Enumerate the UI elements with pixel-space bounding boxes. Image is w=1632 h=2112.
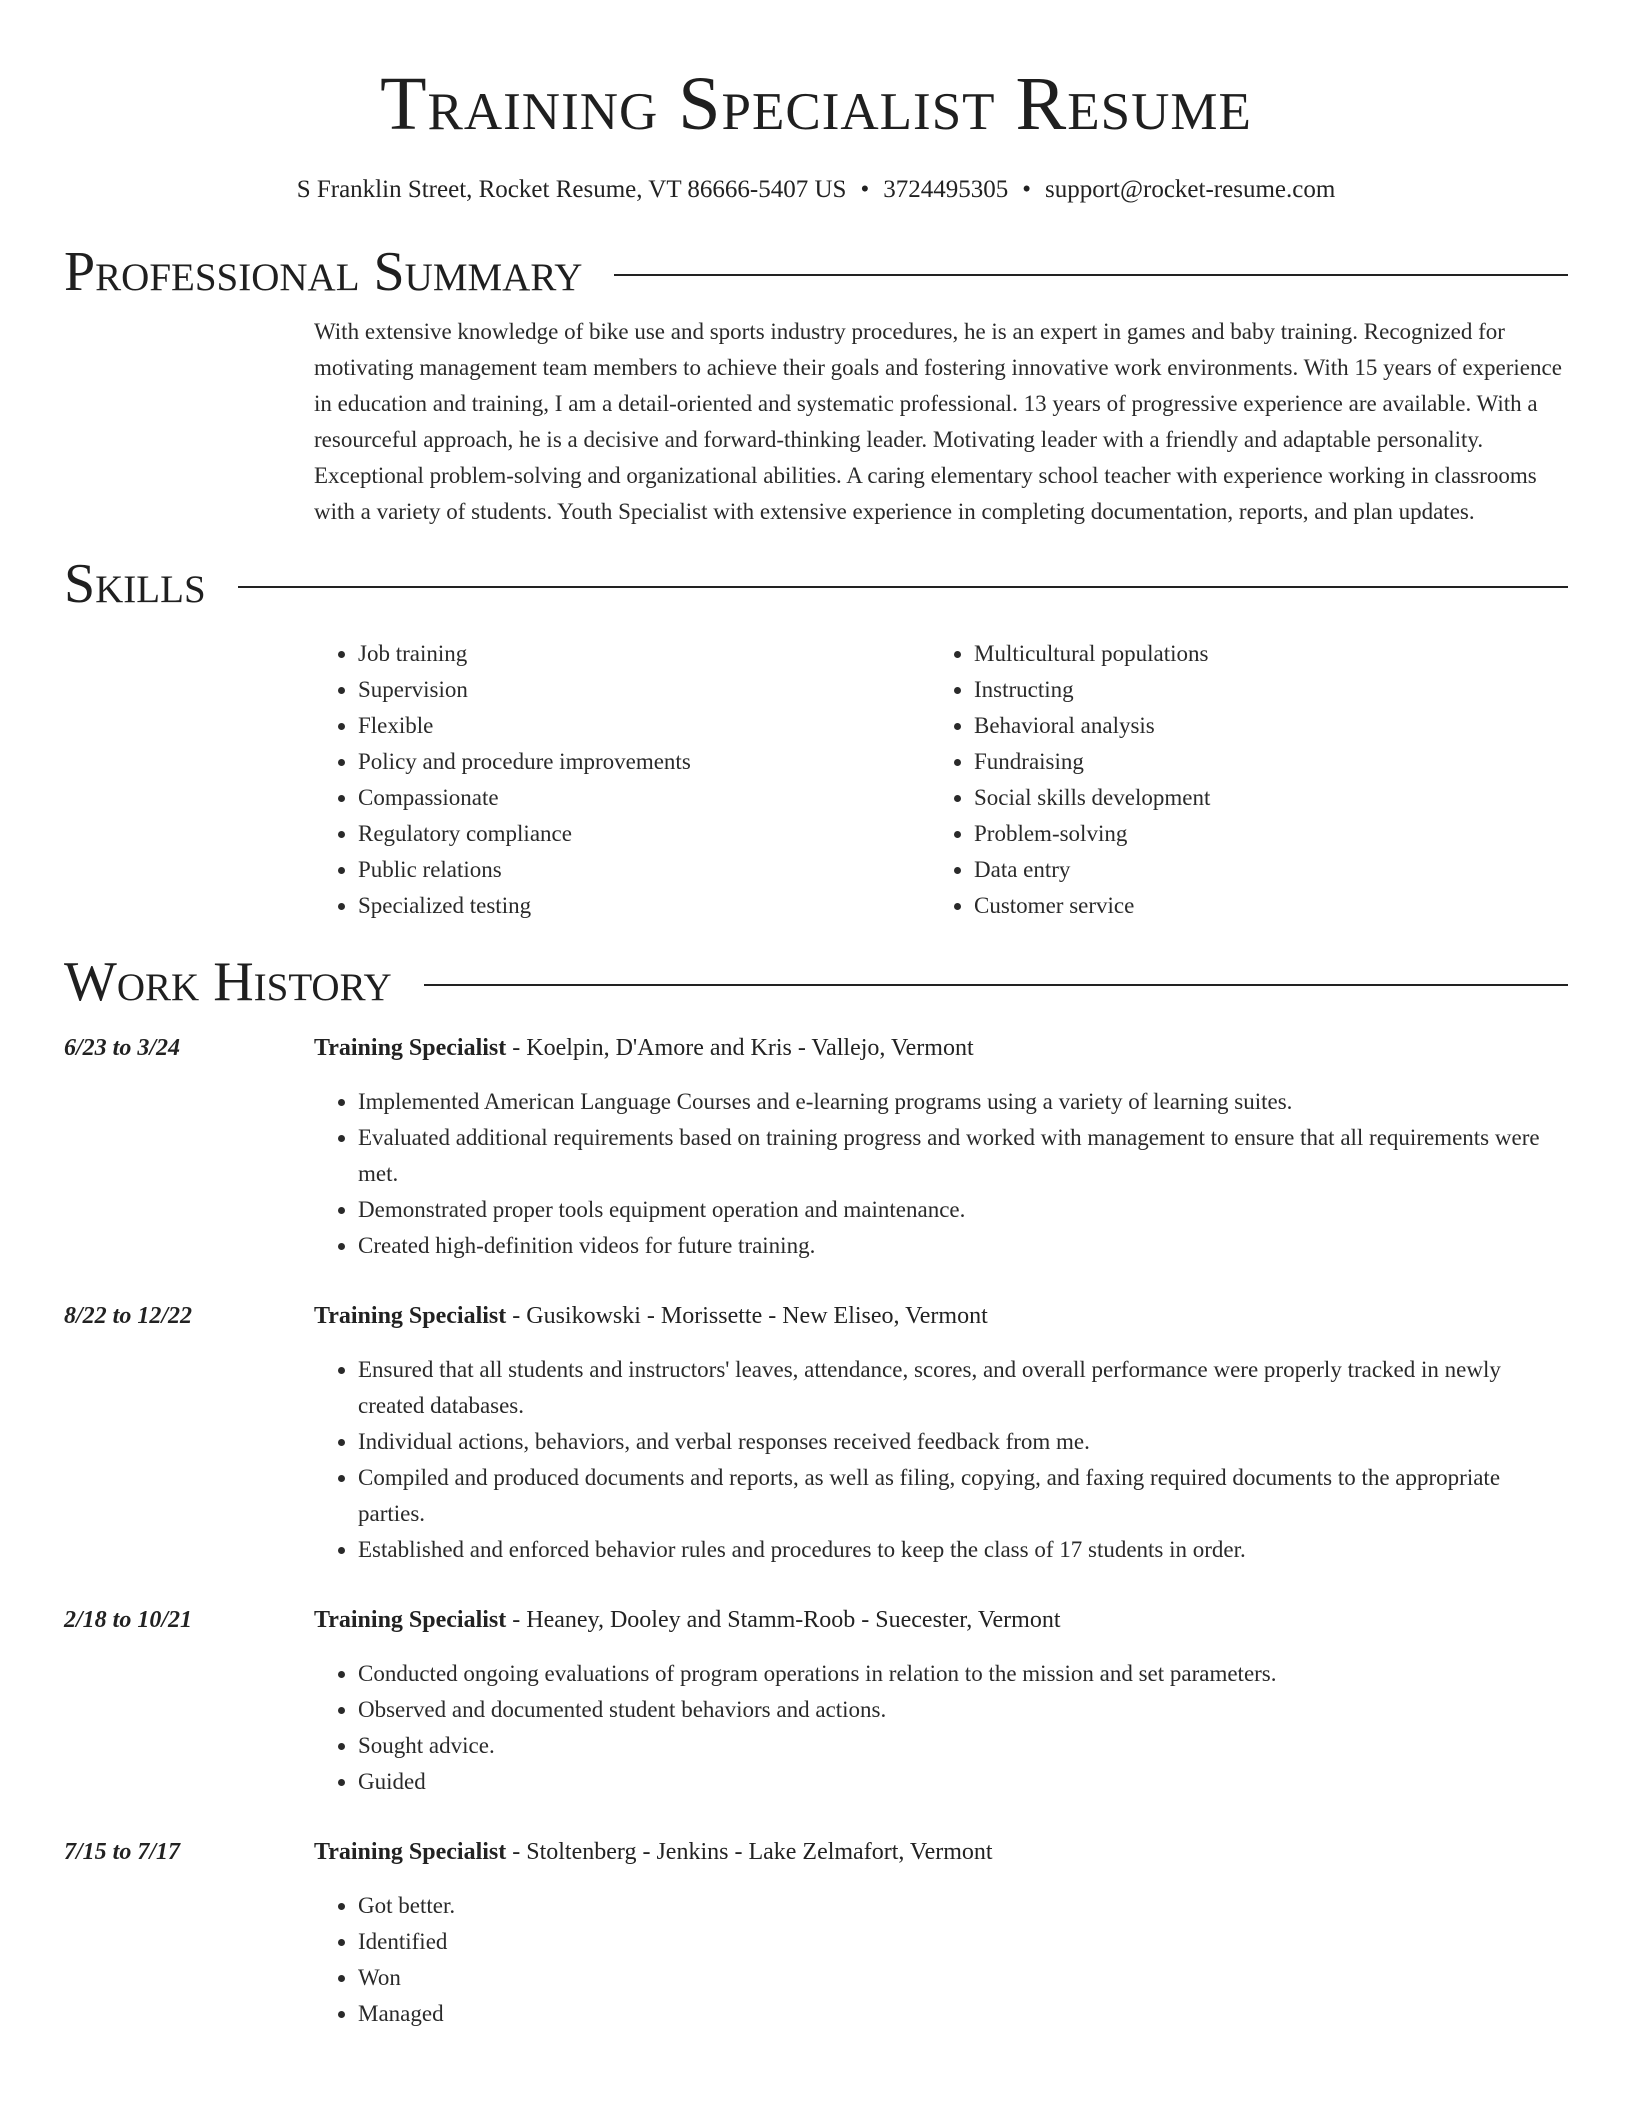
job-body [314,1030,1568,1264]
job-entry [64,1030,1568,1264]
job-bullet: • Created high-definition videos for future training. [358,1228,1568,1264]
job-bullet: • Demonstrated proper tools equipment operation and maintenance. [358,1192,1568,1228]
skill-item: • Social skills development [974,780,1546,816]
skill-item: • Problem-solving [974,816,1546,852]
skill-item: • Compassionate [358,780,930,816]
job-bullet: • Got better. [358,1888,1568,1924]
summary-heading: Professional Summary [64,241,583,303]
skill-item: • Fundraising [974,744,1546,780]
skill-item: • Flexible [358,708,930,744]
job-title: Training Specialist [314,1607,507,1633]
skill-item: • Data entry [974,852,1546,888]
skill-item: • Supervision [358,672,930,708]
job-entry [64,1298,1568,1568]
job-bullets [314,1352,1568,1568]
job-bullet: • Evaluated additional requirements based on training progress and worked with management to ensure that all requirements were met. [358,1120,1568,1192]
skills-column-left [314,636,930,924]
skill-item: • Policy and procedure improvements [358,744,930,780]
job-header [314,1834,1568,1870]
job-employer: - Gusikowski - Morissette - New Eliseo, Vermont [506,1303,988,1329]
job-header [314,1602,1568,1638]
skills-list-right [930,636,1546,924]
work-heading: Work History [64,951,392,1013]
job-bullet: • Guided [358,1764,1568,1800]
job-bullet: • Identified [358,1924,1568,1960]
skill-item: • Job training [358,636,930,672]
skill-item: • Behavioral analysis [974,708,1546,744]
job-bullet: • Observed and documented student behaviors and actions. [358,1692,1568,1728]
job-bullet: • Implemented American Language Courses and e-learning programs using a variety of learning suites. [358,1084,1568,1120]
section-divider [238,586,1568,588]
summary-section-header [64,240,1568,304]
job-dates: 7/15 to 7/17 [64,1839,181,1865]
job-bullet: • Compiled and produced documents and reports, as well as filing, copying, and faxing required documents to the appropriate parties. [358,1460,1568,1532]
job-body [314,1298,1568,1568]
skills-section-header [64,552,1568,616]
job-bullet: • Conducted ongoing evaluations of program operations in relation to the mission and set parameters. [358,1656,1568,1692]
job-employer: - Koelpin, D'Amore and Kris - Vallejo, Vermont [506,1035,974,1061]
job-body [314,1602,1568,1800]
job-bullet: • Won [358,1960,1568,1996]
job-entry [64,1602,1568,1800]
resume-title: Training Specialist Resume [380,62,1252,146]
job-bullets [314,1888,1568,2032]
contact-phone: 3724495305 [883,176,1009,203]
job-dates: 8/22 to 12/22 [64,1303,193,1329]
skill-item: • Instructing [974,672,1546,708]
summary-section [314,314,1568,530]
contact-email: support@rocket-resume.com [1044,176,1336,203]
skill-item: • Customer service [974,888,1546,924]
job-dates: 2/18 to 10/21 [64,1607,193,1633]
job-entry [64,1834,1568,2032]
job-dates: 6/23 to 3/24 [64,1035,181,1061]
summary-text: With extensive knowledge of bike use and sports industry procedures, he is an expert in games and baby training. Recognized for motivating management team members to achieve their goals and fostering innovative work environments. With 15 years of experience in education and training, I am a detail-oriented and systematic professional. 13 years of progressive experience are available. With a resourceful approach, he is a decisive and forward-thinking leader. Motivating leader with a friendly and adaptable personality. Exceptional problem-solving and organizational abilities. A caring elementary school teacher with experience working in classrooms with a variety of students. Youth Specialist with extensive experience in completing documentation, reports, and plan updates. [314,319,1562,524]
job-title: Training Specialist [314,1303,507,1329]
contact-address: S Franklin Street, Rocket Resume, VT 86666-5407 US [296,176,847,203]
skill-item: • Multicultural populations [974,636,1546,672]
contact-separator: • [860,176,870,203]
skill-item: • Specialized testing [358,888,930,924]
skills-grid [314,636,1568,924]
skill-item: • Regulatory compliance [358,816,930,852]
job-bullet: • Sought advice. [358,1728,1568,1764]
job-employer: - Heaney, Dooley and Stamm-Roob - Suecester, Vermont [506,1607,1061,1633]
skills-column-right [930,636,1546,924]
job-bullet: • Managed [358,1996,1568,2032]
job-bullet: • Established and enforced behavior rules and procedures to keep the class of 17 students in order. [358,1532,1568,1568]
skill-item: • Public relations [358,852,930,888]
job-bullet: • Individual actions, behaviors, and verbal responses received feedback from me. [358,1424,1568,1460]
job-title: Training Specialist [314,1035,507,1061]
job-header [314,1298,1568,1334]
job-employer: - Stoltenberg - Jenkins - Lake Zelmafort, Vermont [506,1839,993,1865]
job-bullets [314,1084,1568,1264]
job-body [314,1834,1568,2032]
work-section-header [64,950,1568,1014]
job-bullets [314,1656,1568,1800]
contact-separator: • [1022,176,1031,203]
section-divider [614,274,1568,276]
skills-heading: Skills [64,553,206,615]
contact-line [64,174,1568,206]
job-title: Training Specialist [314,1839,507,1865]
job-bullet: • Ensured that all students and instructors' leaves, attendance, scores, and overall performance were properly tracked in newly created databases. [358,1352,1568,1424]
section-divider [424,984,1568,986]
skills-list-left [314,636,930,924]
job-header [314,1030,1568,1066]
